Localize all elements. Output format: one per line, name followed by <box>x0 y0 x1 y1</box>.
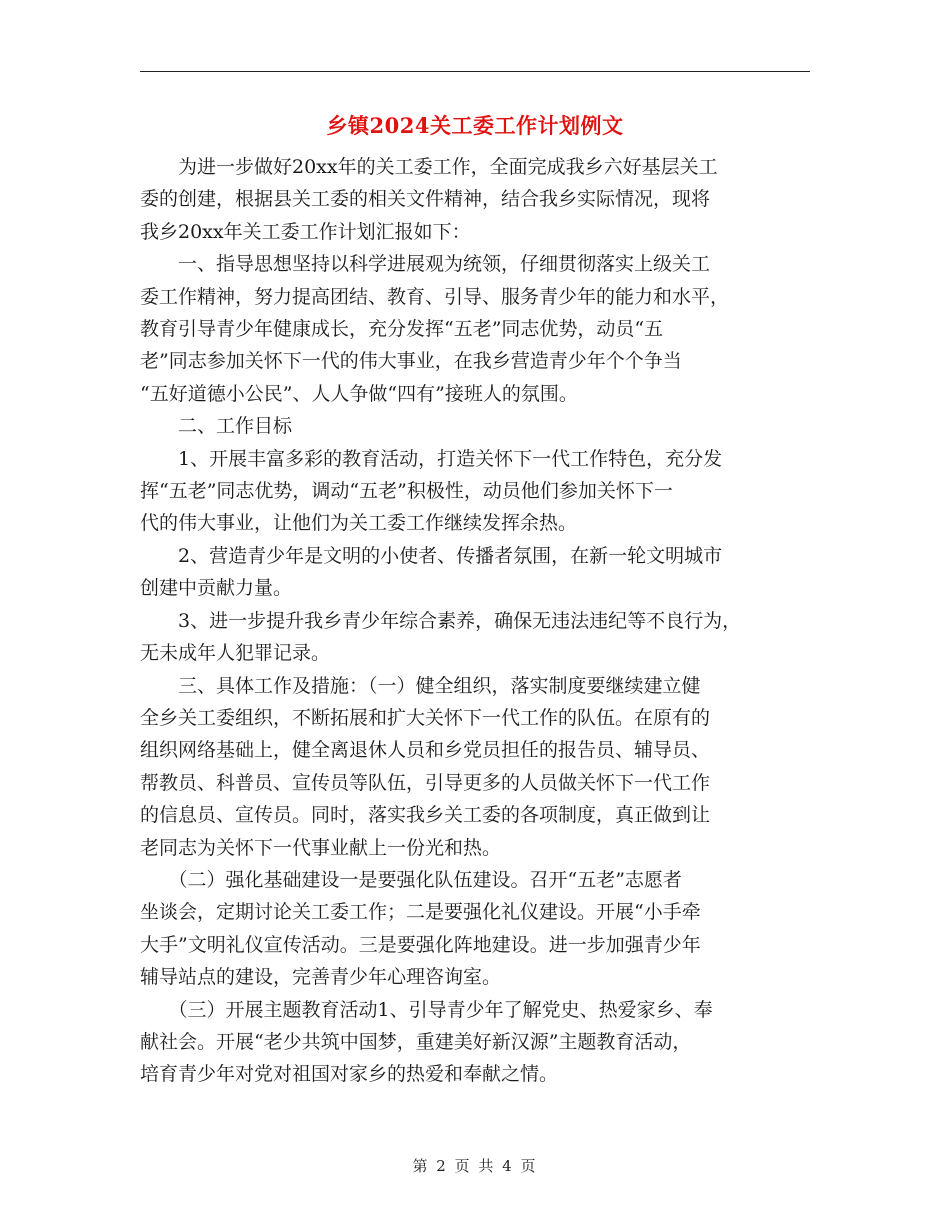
text-line: 委工作精神，努力提高团结、教育、引导、服务青少年的能力和水平， <box>140 285 730 308</box>
text-line: 大手”文明礼仪宣传活动。三是要强化阵地建设。进一步加强青少年 <box>140 933 701 956</box>
page-number: 第 2 页 共 4 页 <box>412 1157 538 1175</box>
text-line: 教育引导青少年健康成长，充分发挥“五老”同志优势，动员“五 <box>140 318 664 341</box>
text-line: （三）开展主题教育活动1、引导青少年了解党史、热爱家乡、奉 <box>140 998 713 1021</box>
text-line: 三、具体工作及措施：（一）健全组织，落实制度要继续建立健 <box>140 674 701 697</box>
text-line: 培育青少年对党对祖国对家乡的热爱和奉献之情。 <box>140 1063 559 1086</box>
paragraph <box>140 605 816 670</box>
header-rule <box>140 71 810 72</box>
text-line: 献社会。开展“老少共筑中国梦，重建美好新汉源”主题教育活动， <box>140 1030 692 1053</box>
text-line: 一、指导思想坚持以科学进展观为统领，仔细贯彻落实上级关工 <box>140 253 711 276</box>
text-line: 无未成年人犯罪记录。 <box>140 642 331 665</box>
text-line: 创建中贡献力量。 <box>140 577 293 600</box>
text-line: 代的伟大事业，让他们为关工委工作继续发挥余热。 <box>140 512 578 535</box>
text-line: 2、营造青少年是文明的小使者、传播者氛围，在新一轮文明城市 <box>140 544 723 567</box>
text-line: 二、工作目标 <box>140 415 293 438</box>
paragraph <box>140 864 816 994</box>
text-line: 1、开展丰富多彩的教育活动，打造关怀下一代工作特色，充分发 <box>140 447 723 470</box>
paragraph <box>140 248 816 410</box>
text-line: 老同志为关怀下一代事业献上一份光和热。 <box>140 836 502 859</box>
document-body <box>140 151 816 1091</box>
text-line: “五好道德小公民”、人人争做“四有”接班人的氛围。 <box>140 382 578 405</box>
text-line: 辅导站点的建设，完善青少年心理咨询室。 <box>140 966 502 989</box>
paragraph <box>140 540 816 605</box>
text-line: 委的创建，根据县关工委的相关文件精神，结合我乡实际情况，现将 <box>140 188 711 211</box>
text-line: 全乡关工委组织，不断拓展和扩大关怀下一代工作的队伍。在原有的 <box>140 706 711 729</box>
text-line: 为进一步做好20xx年的关工委工作，全面完成我乡六好基层关工 <box>140 156 718 178</box>
paragraph <box>140 151 816 248</box>
text-line: 挥“五老”同志优势，调动“五老”积极性，动员他们参加关怀下一 <box>140 480 673 503</box>
text-line: 的信息员、宣传员。同时，落实我乡关工委的各项制度，真正做到让 <box>140 804 711 827</box>
paragraph <box>140 443 816 540</box>
document-title: 乡镇2024关工委工作计划例文 <box>326 113 624 138</box>
paragraph <box>140 670 816 864</box>
text-line: 我乡20xx年关工委工作计划汇报如下： <box>140 220 471 243</box>
text-line: 3、进一步提升我乡青少年综合素养，确保无违法违纪等不良行为， <box>140 609 742 632</box>
text-line: 老”同志参加关怀下一代的伟大事业，在我乡营造青少年个个争当 <box>140 350 682 373</box>
text-line: 坐谈会，定期讨论关工委工作；二是要强化礼仪建设。开展“小手牵 <box>140 901 701 924</box>
text-line: （二）强化基础建设一是要强化队伍建设。召开“五老”志愿者 <box>140 868 682 891</box>
paragraph <box>140 410 816 442</box>
paragraph <box>140 994 816 1091</box>
text-line: 帮教员、科普员、宣传员等队伍，引导更多的人员做关怀下一代工作 <box>140 771 711 794</box>
text-line: 组织网络基础上，健全离退休人员和乡党员担任的报告员、辅导员、 <box>140 739 711 762</box>
